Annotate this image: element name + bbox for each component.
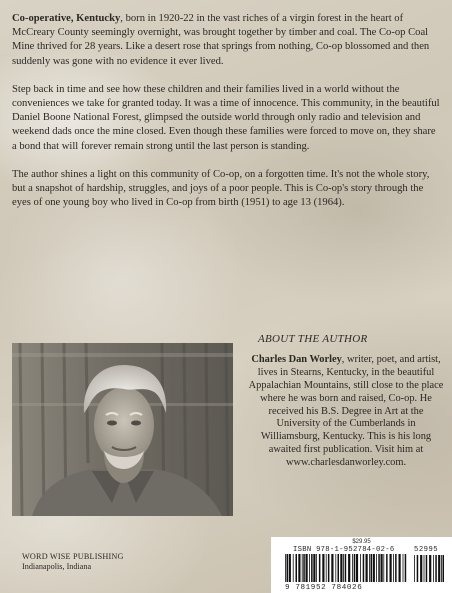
barcode-bar xyxy=(306,554,308,582)
blurb-paragraph-2: Step back in time and see how these children and their families lived in a world without the conveniences we take for granted today. It was a time of innocence. This community, in the beautiful Daniel Boone National Forest, glimpsed the outside world through only radio and television and weekend dads once the mine closed. Even though these families were forced to move on, they share a bond that will forever remain strong until the last person is standing. xyxy=(12,83,440,152)
barcode-bar xyxy=(433,555,434,582)
barcode-bar xyxy=(403,554,404,582)
publisher-imprint xyxy=(22,552,124,572)
barcode-bar xyxy=(326,554,327,582)
barcode-bar xyxy=(335,554,336,582)
barcode-bar xyxy=(338,554,340,582)
author-bio xyxy=(248,354,444,470)
blurb-paragraph-3: The author shines a light on this community of Co-op, on a forgotten time. It's not the whole story, but a snapshot of hardship, struggles, and joys of a poor people. This is Co-op's story through the eyes of one young boy who lived in Co-op from birth (1951) to age 13 (1964). xyxy=(12,168,430,209)
barcode-bar xyxy=(417,555,419,582)
barcode-bar xyxy=(328,554,330,582)
barcode-bar xyxy=(381,554,383,582)
back-cover-blurb xyxy=(12,12,440,224)
barcode-bar xyxy=(420,555,422,582)
author-bio-text: , writer, poet, and artist, lives in Stearns, Kentucky, in the beautiful Appalachian Mountains, still close to the place where he was born and raised, Co-op. He received his B.S. Degree in Art at the University of the Cumberlands in Williamsburg, Kentucky. This is his long awaited first publication. Visit him at www.charlesdanworley.com. xyxy=(248,353,444,469)
author-photo xyxy=(12,343,233,516)
barcode-bar xyxy=(371,554,373,582)
barcode-bar xyxy=(395,554,397,582)
barcode-bar xyxy=(298,554,300,582)
barcode-bar xyxy=(313,554,315,582)
blurb-lead: Co-operative, Kentucky xyxy=(12,13,121,24)
barcode-bar xyxy=(363,554,365,582)
barcode-bar xyxy=(378,554,380,582)
barcode-bar xyxy=(289,554,291,582)
barcode-bar xyxy=(287,554,289,582)
isbn-number: ISBN 978-1-952784-02-6 xyxy=(293,546,395,554)
barcode-bar xyxy=(340,554,342,582)
barcode-bar xyxy=(435,555,437,582)
barcode-bar xyxy=(386,554,388,582)
addon-barcode-bars xyxy=(414,555,444,582)
barcode-bar xyxy=(405,554,407,582)
barcode-bar xyxy=(311,554,313,582)
barcode-bar xyxy=(399,554,401,582)
barcode-bar xyxy=(429,555,431,582)
barcode-bar xyxy=(390,554,392,582)
price-addon-digits: 52995 xyxy=(414,546,439,554)
barcode-bar xyxy=(424,555,425,582)
barcode-bar xyxy=(309,554,310,582)
barcode-bar xyxy=(293,554,294,582)
barcode-bar xyxy=(303,554,305,582)
barcode-bar xyxy=(360,554,361,582)
barcode-bar xyxy=(296,554,298,582)
ean-barcode-bars xyxy=(285,554,407,582)
barcode-bar xyxy=(393,554,394,582)
barcode-bar xyxy=(345,554,347,582)
barcode-bar xyxy=(302,554,303,582)
barcode-price: $29.95 xyxy=(352,539,371,545)
blurb-paragraph-1 xyxy=(12,12,440,69)
barcode-bar xyxy=(414,555,415,582)
barcode-bar xyxy=(426,555,428,582)
barcode-bar xyxy=(352,554,353,582)
barcode-bar xyxy=(356,554,358,582)
barcode-bar xyxy=(383,554,384,582)
about-the-author xyxy=(248,333,444,470)
barcode-bar xyxy=(331,554,333,582)
barcode-bar xyxy=(343,554,344,582)
barcode-bar xyxy=(441,555,442,582)
author-photo-image xyxy=(12,343,233,516)
barcode-bar xyxy=(373,554,375,582)
barcode-bar xyxy=(354,554,356,582)
barcode-bar xyxy=(376,554,377,582)
about-heading: ABOUT THE AUTHOR xyxy=(258,333,368,345)
barcode-bar xyxy=(316,554,317,582)
publisher-name: WORD WISE PUBLISHING xyxy=(22,552,124,561)
ean-digits: 9 781952 784026 xyxy=(285,584,363,592)
barcode-bar xyxy=(285,554,286,582)
blurb-paragraph-1-text: , born in 1920-22 in the vast riches of a virgin forest in the heart of McCreary County seemingly overnight, was brought together by timber and coal. The Co-op Coal Mine thrived for 28 years. Like a desert rose that springs from nothing, Co-op blossomed and then suddenly was gone with no evidence it ever lived. xyxy=(12,13,430,67)
barcode-bar xyxy=(322,554,324,582)
publisher-location: Indianapolis, Indiana xyxy=(22,562,92,571)
barcode-bar xyxy=(366,554,368,582)
author-name: Charles Dan Worley xyxy=(251,353,342,365)
barcode-bar xyxy=(438,555,440,582)
barcode-bar xyxy=(348,554,350,582)
barcode-bar xyxy=(369,554,370,582)
barcode-bar xyxy=(319,554,321,582)
isbn-barcode xyxy=(271,537,452,593)
barcode-bar xyxy=(443,555,445,582)
